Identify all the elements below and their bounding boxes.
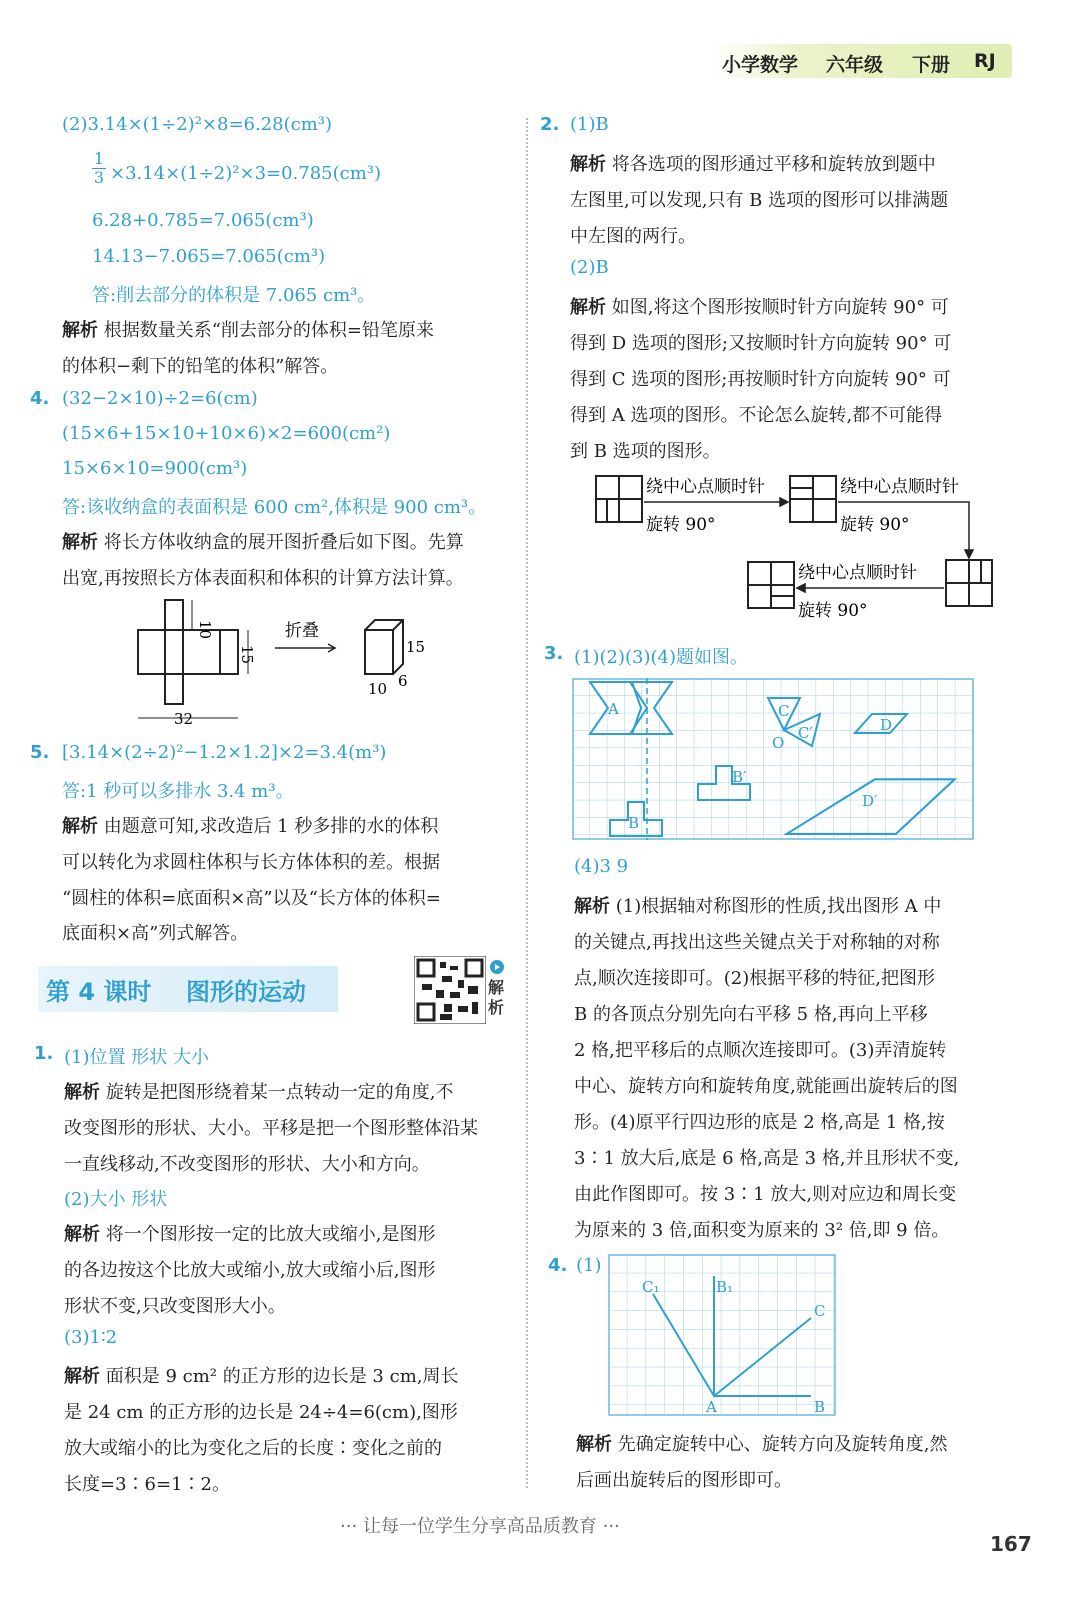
p2-number: 2. <box>540 114 560 135</box>
net-top-face <box>165 600 183 630</box>
box-front <box>365 630 393 674</box>
explanation-label: 解析 <box>62 816 98 837</box>
label-O: O <box>772 734 785 752</box>
q3-line2: ×3.14×(1÷2)²×3=0.785(cm³) <box>110 163 382 184</box>
label-B-prime: B′ <box>732 768 747 786</box>
left-column <box>0 0 526 1600</box>
p3-explanation-1 <box>574 892 941 918</box>
label-B1: B₁ <box>716 1278 734 1296</box>
label-D: D <box>880 716 893 734</box>
q5-explanation <box>62 812 438 838</box>
p3-explanation-9: 由此作图即可。按 3∶1 放大,则对应边和周长变 <box>574 1184 957 1205</box>
p1-answer-2: (2)大小 形状 <box>64 1189 168 1210</box>
explanation-label: 解析 <box>64 1082 100 1103</box>
p1-explanation-1 <box>64 1078 453 1104</box>
p1-explanation-3c: 放大或缩小的比为变化之后的长度∶变化之前的 <box>64 1438 442 1459</box>
explanation-text: 由题意可知,求改造后 1 秒多排的水的体积 <box>103 816 439 837</box>
q5-explanation-4: 底面积×高”列式解答。 <box>62 923 249 944</box>
net-label-width: 32 <box>174 710 194 728</box>
lesson-number: 第 4 课时 <box>46 978 152 1006</box>
net-label-top: 10 <box>196 620 214 640</box>
q4-line2: (15×6+15×10+10×6)×2=600(cm²) <box>62 423 391 444</box>
p2-explanation-1b: 左图里,可以发现,只有 B 选项的图形可以排满题 <box>570 190 949 211</box>
explanation-label: 解析 <box>62 532 98 553</box>
play-icon[interactable] <box>490 960 504 974</box>
explanation-label: 解析 <box>570 297 606 318</box>
net-label-side: 15 <box>238 645 256 665</box>
rot-label-3: 绕中心点顺时针 <box>798 563 917 583</box>
q3-fraction <box>92 150 106 187</box>
fold-label: 折叠 <box>285 621 319 641</box>
label-D-prime: D′ <box>862 792 878 810</box>
q4-number: 4. <box>30 388 50 409</box>
explanation-label: 解析 <box>64 1224 100 1245</box>
explanation-text: 如图,将这个图形按顺时针方向旋转 90° 可 <box>611 297 949 318</box>
explanation-text: 将各选项的图形通过平移和旋转放到题中 <box>611 154 936 175</box>
fraction-denominator: 3 <box>93 168 105 187</box>
explanation-label: 解析 <box>64 1366 100 1387</box>
explanation-text: (1)根据轴对称图形的性质,找出图形 A 中 <box>615 896 942 917</box>
explanation-text: 先确定旋转中心、旋转方向及旋转角度,然 <box>617 1434 948 1455</box>
p1-explanation-2b: 的各边按这个比放大或缩小,放大或缩小后,图形 <box>64 1260 436 1281</box>
p1-explanation-3b: 是 24 cm 的正方形的边长是 24÷4=6(cm),图形 <box>64 1402 458 1423</box>
p3-explanation-7: 形。(4)原平行四边形的底是 2 格,高是 1 格,按 <box>574 1112 945 1133</box>
net-middle-strip <box>138 630 238 674</box>
q3-answer: 答:削去部分的体积是 7.065 cm³。 <box>92 285 376 306</box>
p1-number: 1. <box>34 1043 54 1064</box>
p2-explanation-2e: 到 B 选项的图形。 <box>570 441 721 462</box>
rot-label-1b: 旋转 90° <box>646 515 716 535</box>
explanation-text: 面积是 9 cm² 的正方形的边长是 3 cm,周长 <box>105 1366 459 1387</box>
label-B: B <box>814 1398 826 1416</box>
p2-explanation-2 <box>570 293 949 319</box>
rot-label-2: 绕中心点顺时针 <box>840 477 959 497</box>
lesson-title: 图形的运动 <box>186 978 306 1006</box>
p3-number: 3. <box>544 643 564 664</box>
explanation-label: 解析 <box>62 320 98 341</box>
p2-rotation-diagram <box>594 472 1014 620</box>
p4-explanation-1 <box>576 1430 947 1456</box>
label-B: B <box>628 814 640 832</box>
p1-answer-1: (1)位置 形状 大小 <box>64 1047 209 1068</box>
q4-answer: 答:该收纳盒的表面积是 600 cm²,体积是 900 cm³。 <box>62 497 487 518</box>
p3-explanation-10: 为原来的 3 倍,面积变为原来的 3² 倍,即 9 倍。 <box>574 1220 950 1241</box>
q3-explanation-2: 的体积−剩下的铅笔的体积”解答。 <box>62 356 339 377</box>
p1-explanation-1b: 改变图形的形状、大小。平移是把一个图形整体沿某 <box>64 1118 478 1139</box>
explanation-label: 解析 <box>576 1434 612 1455</box>
q3-line1: (2)3.14×(1÷2)²×8=6.28(cm³) <box>62 114 333 135</box>
q3-explanation <box>62 316 434 342</box>
p3-answer-4: (4)3 9 <box>574 856 629 877</box>
label-C1: C₁ <box>642 1278 660 1296</box>
p4-number: 4. <box>548 1255 568 1276</box>
rot-label-3b: 旋转 90° <box>798 601 868 620</box>
p2-answer-1: (1)B <box>570 114 609 135</box>
p3-explanation-8: 3∶1 放大后,底是 6 格,高是 3 格,并且形状不变, <box>574 1148 960 1169</box>
p1-explanation-3d: 长度=3∶6=1∶2。 <box>64 1474 230 1495</box>
header-volume: 下册 <box>912 54 951 76</box>
label-A: A <box>608 700 619 718</box>
box-label-h: 15 <box>406 638 426 656</box>
p3-answer-1: (1)(2)(3)(4)题如图。 <box>574 647 748 668</box>
p1-answer-3: (3)1∶2 <box>64 1327 118 1348</box>
p1-explanation-3 <box>64 1362 458 1388</box>
p3-explanation-2: 的关键点,再找出这些关键点关于对称轴的对称 <box>574 932 940 953</box>
p1-explanation-1c: 一直线移动,不改变图形的形状、大小和方向。 <box>64 1154 430 1175</box>
p2-explanation-1c: 中左图的两行。 <box>570 226 696 247</box>
qr-code-icon[interactable] <box>414 956 486 1024</box>
p1-explanation-2 <box>64 1220 435 1246</box>
p4-grid-figure <box>608 1254 836 1418</box>
page-number: 167 <box>990 1532 1032 1556</box>
rot-label-1: 绕中心点顺时针 <box>646 477 765 497</box>
right-column <box>526 0 1091 1600</box>
q4-line1: (32−2×10)÷2=6(cm) <box>62 388 258 409</box>
label-A: A <box>706 1398 717 1416</box>
p3-explanation-4: B 的各顶点分别先向右平移 5 格,再向上平移 <box>574 1004 928 1025</box>
explanation-label: 解析 <box>574 896 610 917</box>
footer-slogan: ··· 让每一位学生分享高品质教育 ··· <box>340 1516 620 1537</box>
p1-explanation-2c: 形状不变,只改变图形大小。 <box>64 1296 286 1317</box>
q4-line3: 15×6×10=900(cm³) <box>62 458 248 479</box>
explanation-text: 将长方体收纳盒的展开图折叠后如下图。先算 <box>103 532 464 553</box>
q3-line4: 14.13−7.065=7.065(cm³) <box>92 246 326 267</box>
box-label-w: 10 <box>368 680 388 698</box>
p2-explanation-2c: 得到 C 选项的图形;再按顺时针方向旋转 90° 可 <box>570 369 951 390</box>
p2-answer-2: (2)B <box>570 257 609 278</box>
label-C-prime: C′ <box>798 724 813 742</box>
q4-net-figure <box>130 590 440 735</box>
q3-line3: 6.28+0.785=7.065(cm³) <box>92 210 314 231</box>
p2-explanation-1 <box>570 150 936 176</box>
p3-explanation-6: 中心、旋转方向和旋转角度,就能画出旋转后的图 <box>574 1076 958 1097</box>
header-edition: RJ <box>974 50 996 72</box>
p2-explanation-2b: 得到 D 选项的图形;又按顺时针方向旋转 90° 可 <box>570 333 952 354</box>
qr-label <box>488 978 504 1018</box>
qr-label-2: 析 <box>488 998 505 1017</box>
q5-explanation-2: 可以转化为求圆柱体积与长方体体积的差。根据 <box>62 852 440 873</box>
p4-answer-1: (1) <box>576 1255 602 1276</box>
net-bottom-face <box>165 674 183 704</box>
q4-explanation <box>62 528 464 554</box>
header-subject: 小学数学 <box>722 54 799 76</box>
explanation-text: 根据数量关系“削去部分的体积=铅笔原来 <box>103 320 435 341</box>
p4-explanation-2: 后画出旋转后的图形即可。 <box>576 1470 792 1491</box>
q5-line1: [3.14×(2÷2)²−1.2×1.2]×2=3.4(m³) <box>62 742 387 763</box>
box-label-d: 6 <box>398 672 408 690</box>
q5-explanation-3: “圆柱的体积=底面积×高”以及“长方体的体积= <box>62 888 441 909</box>
p3-grid-figure <box>572 678 974 842</box>
p3-explanation-5: 2 格,把平移后的点顺次连接即可。(3)弄清旋转 <box>574 1040 947 1061</box>
lesson-title-bar <box>38 966 338 1012</box>
explanation-text: 旋转是把图形绕着某一点转动一定的角度,不 <box>105 1082 454 1103</box>
q5-number: 5. <box>30 742 50 763</box>
fraction-numerator: 1 <box>93 149 105 168</box>
qr-label-1: 解 <box>488 978 505 997</box>
rot-label-2b: 旋转 90° <box>840 515 910 535</box>
p2-explanation-2d: 得到 A 选项的图形。不论怎么旋转,都不可能得 <box>570 405 943 426</box>
label-C: C <box>814 1302 826 1320</box>
explanation-text: 将一个图形按一定的比放大或缩小,是图形 <box>105 1224 436 1245</box>
header-grade: 六年级 <box>826 54 884 76</box>
p3-explanation-3: 点,顺次连接即可。(2)根据平移的特征,把图形 <box>574 968 935 989</box>
q5-answer: 答:1 秒可以多排水 3.4 m³。 <box>62 781 294 802</box>
label-C: C <box>778 702 790 720</box>
explanation-label: 解析 <box>570 154 606 175</box>
q4-explanation-2: 出宽,再按照长方体表面积和体积的计算方法计算。 <box>62 568 464 589</box>
